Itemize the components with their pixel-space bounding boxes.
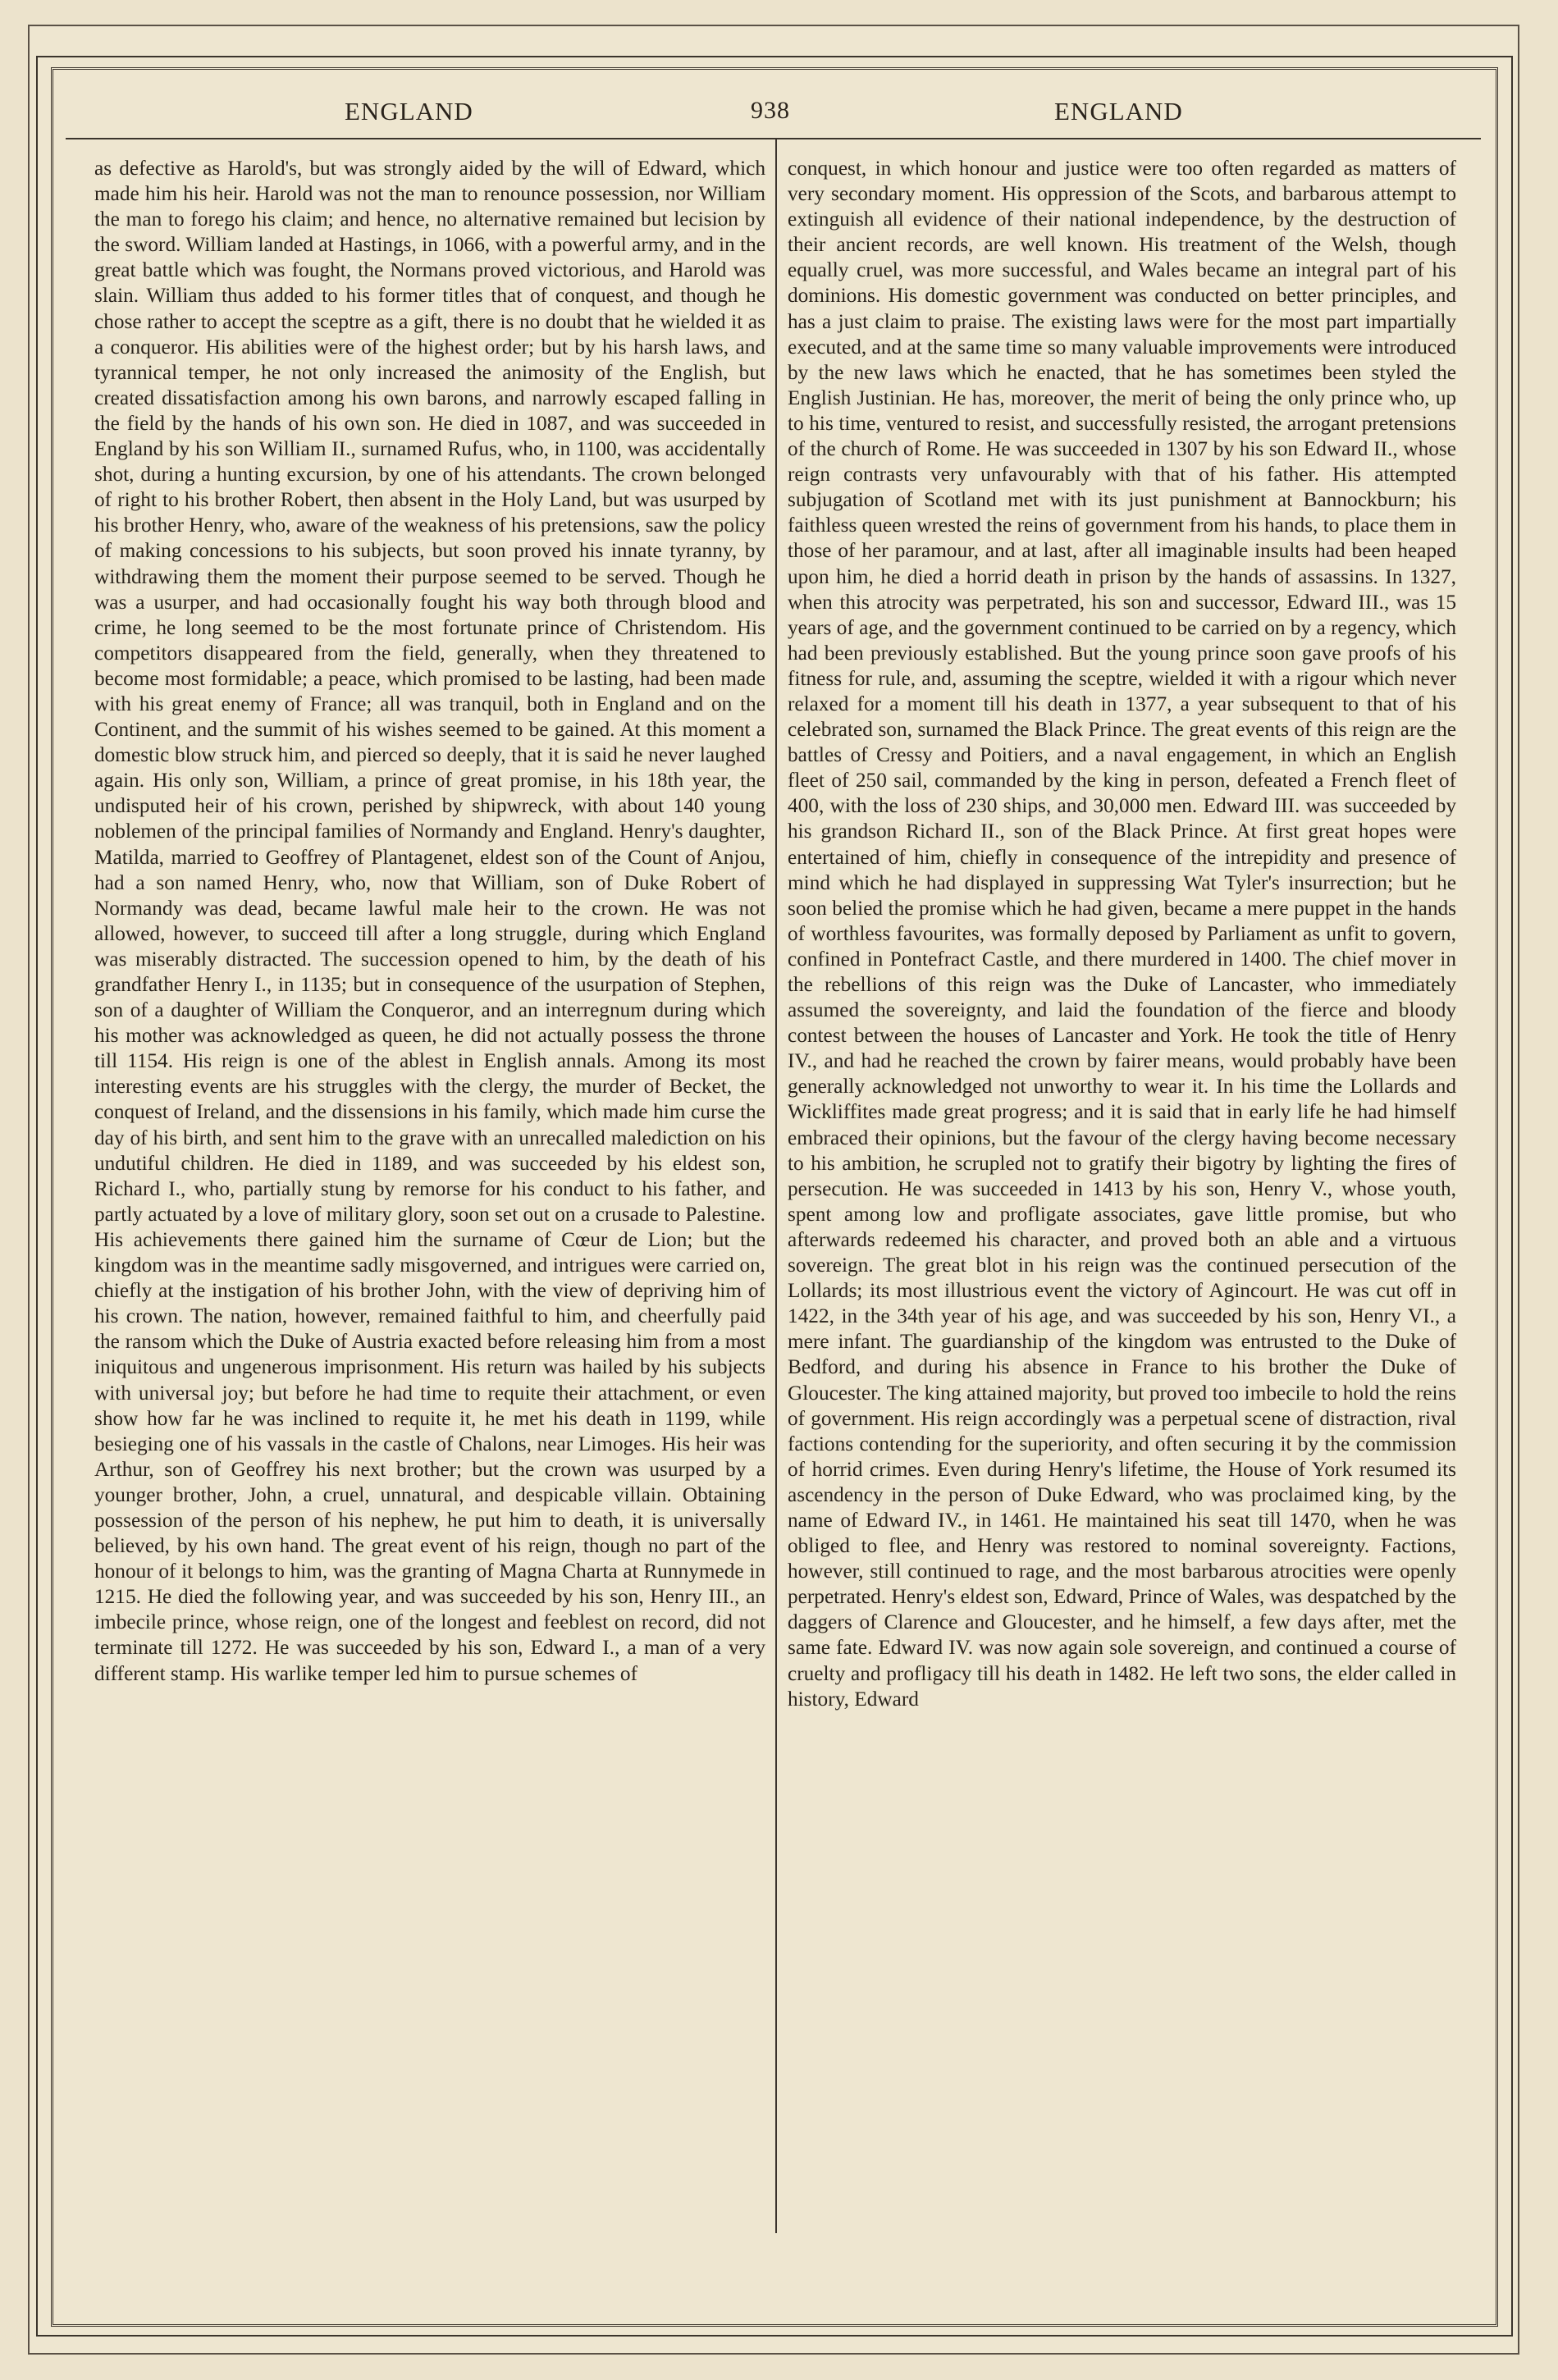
page-number: 938 — [751, 97, 790, 124]
running-head-right: ENGLAND — [1054, 97, 1183, 126]
running-head-left: ENGLAND — [345, 97, 473, 126]
right-column — [788, 156, 1456, 1712]
right-column-text: conquest, in which honour and justice were too often regarded as matters of very secondary moment. His oppression of the Scots, and barbarous attempt to extinguish all evidence of their national independence, by the destruction of their ancient records, are well known. His treatment of the Welsh, though equally cruel, was more successful, and Wales became an integral part of his dominions. His domestic government was conducted on better principles, and has a just claim to praise. The existing laws were for the most part impartially executed, and at the same time so many valuable improvements were introduced by the new laws which he enacted, that he has sometimes been styled the English Justinian. He has, moreover, the merit of being the only prince who, up to his time, ventured to resist, and successfully resisted, the arrogant pretensions of the church of Rome. He was succeeded in 1307 by his son Edward II., whose reign contrasts very unfavourably with that of his father. His attempted subjugation of Scotland met with its just punishment at Bannockburn; his faithless queen wrested the reins of government from his hands, to place them in those of her paramour, and at last, after all imaginable insults had been heaped upon him, he died a horrid death in prison by the hands of assassins. In 1327, when this atrocity was perpetrated, his son and successor, Edward III., was 15 years of age, and the government continued to be carried on by a regency, which had been previously established. But the young prince soon gave proofs of his fitness for rule, and, assuming the sceptre, wielded it with a rigour which never relaxed for a moment till his death in 1377, a year subsequent to that of his celebrated son, surnamed the Black Prince. The great events of this reign are the battles of Cressy and Poitiers, and a naval engagement, in which an English fleet of 250 sail, commanded by the king in person, defeated a French fleet of 400, with the loss of 230 ships, and 30,000 men. Edward III. was succeeded by his grandson Richard II., son of the Black Prince. At first great hopes were entertained of him, chiefly in consequence of the intrepidity and presence of mind which he had displayed in suppressing Wat Tyler's insurrection; but he soon belied the promise which he had given, became a mere puppet in the hands of worthless favourites, was formally deposed by Parliament as unfit to govern, confined in Pontefract Castle, and there murdered in 1400. The chief mover in the rebellions of this reign was the Duke of Lancaster, who immediately assumed the sovereignty, and laid the foundation of the fierce and bloody contest between the houses of Lancaster and York. He took the title of Henry IV., and had he reached the crown by fairer means, would probably have been generally acknowledged not unworthy to wear it. In his time the Lollards and Wickliffites made great progress; and it is said that in early life he had himself embraced their opinions, but the favour of the clergy having become necessary to his ambition, he scrupled not to gratify their bigotry by lighting the fires of persecution. He was succeeded in 1413 by his son, Henry V., whose youth, spent among low and profligate associates, gave little promise, but who afterwards redeemed his character, and proved both an able and a virtuous sovereign. The great blot in his reign was the continued persecution of the Lollards; its most illustrious event the victory of Agincourt. He was cut off in 1422, in the 34th year of his age, and was succeeded by his son, Henry VI., a mere infant. The guardianship of the kingdom was entrusted to the Duke of Bedford, and during his absence in France to his brother the Duke of Gloucester. The king attained majority, but proved too imbecile to hold the reins of government. His reign accordingly was a perpetual scene of distraction, rival factions contending for the superiority, and often securing it by the commission of horrid crimes. Even during Henry's lifetime, the House of York resumed its ascendency in the person of Duke Edward, who was proclaimed king, by the name of Edward IV., in 1461. He maintained his seat till 1470, when he was obliged to flee, and Henry was restored to nominal sovereignty. Factions, however, still continued to rage, and the most barbarous atrocities were openly perpetrated. Henry's eldest son, Edward, Prince of Wales, was despatched by the daggers of Clarence and Gloucester, and he himself, a few days after, met the same fate. Edward IV. was now again sole sovereign, and continued a course of cruelty and profligacy till his death in 1482. He left two sons, the elder called in history, Edward — [788, 157, 1456, 1711]
left-column — [94, 156, 765, 1687]
header-rule — [66, 138, 1481, 139]
column-divider — [775, 139, 777, 2233]
left-column-text: as defective as Harold's, but was strongly aided by the will of Edward, which made him his heir. Harold was not the man to renounce possession, nor William the man to forego his claim; and hence, no alternative remained but lecision by the sword. William landed at Hastings, in 1066, with a powerful army, and in the great battle which was fought, the Normans proved victorious, and Harold was slain. William thus added to his former titles that of conquest, and though he chose rather to accept the sceptre as a gift, there is no doubt that he wielded it as a conqueror. His abilities were of the highest order; but by his harsh laws, and tyrannical temper, he not only increased the animosity of the English, but created dissatisfaction among his own barons, and narrowly escaped falling in the field by the hands of his own son. He died in 1087, and was succeeded in England by his son William II., surnamed Rufus, who, in 1100, was accidentally shot, during a hunting excursion, by one of his attendants. The crown belonged of right to his brother Robert, then absent in the Holy Land, but was usurped by his brother Henry, who, aware of the weakness of his pretensions, saw the policy of making concessions to his subjects, but soon proved his innate tyranny, by withdrawing them the moment their purpose seemed to be served. Though he was a usurper, and had occasionally fought his way both through blood and crime, he long seemed to be the most fortunate prince of Christendom. His competitors disappeared from the field, generally, when they threatened to become most formidable; a peace, which promised to be lasting, had been made with his great enemy of France; all was tranquil, both in England and on the Continent, and the summit of his wishes seemed to be gained. At this moment a domestic blow struck him, and pierced so deeply, that it is said he never laughed again. His only son, William, a prince of great promise, in his 18th year, the undisputed heir of his crown, perished by shipwreck, with about 140 young noblemen of the principal families of Normandy and England. Henry's daughter, Matilda, married to Geoffrey of Plantagenet, eldest son of the Count of Anjou, had a son named Henry, who, now that William, son of Duke Robert of Normandy was dead, became lawful male heir to the crown. He was not allowed, however, to succeed till after a long struggle, during which England was miserably distracted. The succession opened to him, by the death of his grandfather Henry I., in 1135; but in consequence of the usurpation of Stephen, son of a daughter of William the Conqueror, and an interregnum during which his mother was acknowledged as queen, he did not actually possess the throne till 1154. His reign is one of the ablest in English annals. Among its most interesting events are his struggles with the clergy, the murder of Becket, the conquest of Ireland, and the dissensions in his family, which made him curse the day of his birth, and sent him to the grave with an unrecalled malediction on his undutiful children. He died in 1189, and was succeeded by his eldest son, Richard I., who, partially stung by remorse for his conduct to his father, and partly actuated by a love of military glory, soon set out on a crusade to Palestine. His achievements there gained him the surname of Cœur de Lion; but the kingdom was in the meantime sadly misgoverned, and intrigues were carried on, chiefly at the instigation of his brother John, with the view of depriving him of his crown. The nation, however, remained faithful to him, and cheerfully paid the ransom which the Duke of Austria exacted before releasing him from a most iniquitous and ungenerous imprisonment. His return was hailed by his subjects with universal joy; but before he had time to requite their attachment, or even show how far he was inclined to requite it, he met his death in 1199, while besieging one of his vassals in the castle of Chalons, near Limoges. His heir was Arthur, son of Geoffrey his next brother; but the crown was usurped by a younger brother, John, a cruel, unnatural, and despicable villain. Obtaining possession of the person of his nephew, he put him to death, it is universally believed, by his own hand. The great event of his reign, though no part of the honour of it belongs to him, was the granting of Magna Charta at Runnymede in 1215. He died the following year, and was succeeded by his son, Henry III., an imbecile prince, whose reign, one of the longest and feeblest on record, did not terminate till 1272. He was succeeded by his son, Edward I., a man of a very different stamp. His warlike temper led him to pursue schemes of — [94, 157, 765, 1685]
